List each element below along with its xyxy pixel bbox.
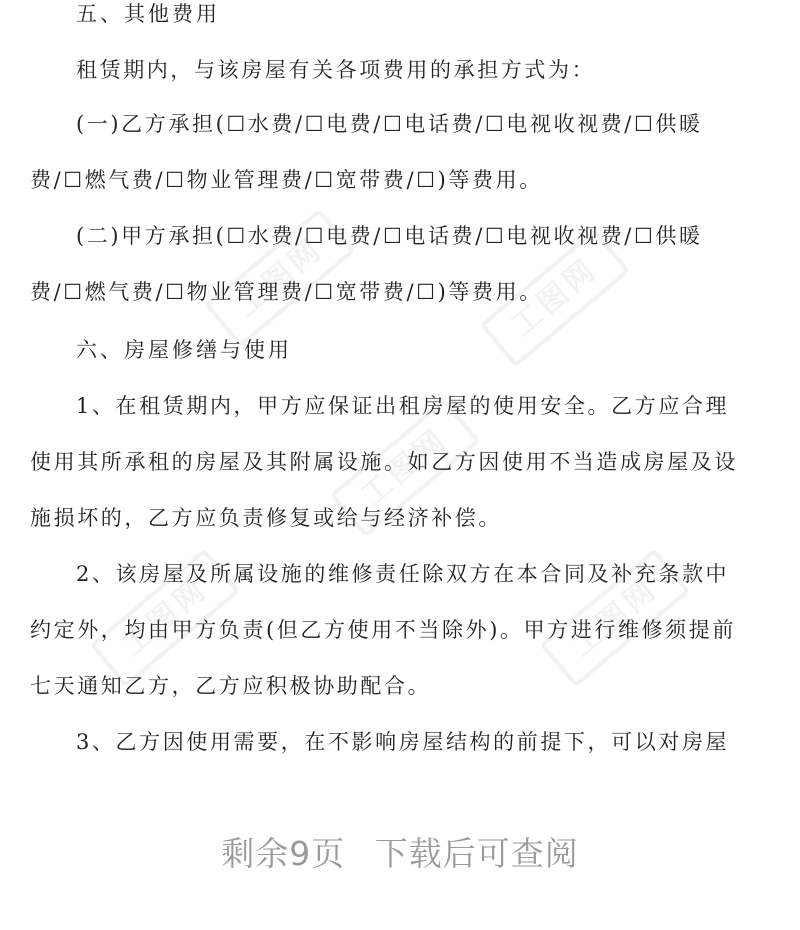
paragraph-line: 1、在租赁期内，甲方应保证出租房屋的使用安全。乙方应合理 (76, 394, 730, 418)
watermark-text: 工图网 (480, 228, 631, 367)
paragraph-line: 3、乙方因使用需要，在不影响房屋结构的前提下，可以对房屋 (76, 730, 730, 754)
section-heading-repair-use: 六、房屋修缮与使用 (76, 338, 292, 362)
watermark-text: 工图网 (90, 548, 241, 687)
paragraph-line: 七天通知乙方，乙方应积极协助配合。 (30, 674, 432, 698)
paragraph-line: 租赁期内，与该房屋有关各项费用的承担方式为： (76, 58, 596, 82)
paragraph-line: (一)乙方承担(☐水费/☐电费/☐电话费/☐电视收视费/☐供暖 (76, 112, 703, 136)
paragraph-line: 费/☐燃气费/☐物业管理费/☐宽带费/☐)等费用。 (30, 280, 543, 304)
download-to-read-more-link[interactable]: 剩余9页 下载后可查阅 (221, 834, 579, 873)
paragraph-line: 施损坏的，乙方应负责修复或给与经济补偿。 (30, 506, 502, 530)
watermark-text: 工图网 (540, 548, 691, 687)
watermark-text: 工图网 (205, 208, 356, 347)
paragraph-line: 约定外，均由甲方负责(但乙方使用不当除外)。甲方进行维修须提前 (30, 618, 736, 642)
section-heading-other-fees: 五、其他费用 (76, 2, 220, 26)
paragraph-line: (二)甲方承担(☐水费/☐电费/☐电话费/☐电视收视费/☐供暖 (76, 224, 703, 248)
paragraph-line: 费/☐燃气费/☐物业管理费/☐宽带费/☐)等费用。 (30, 168, 543, 192)
paragraph-line: 使用其所承租的房屋及其附属设施。如乙方因使用不当造成房屋及设 (30, 450, 738, 474)
watermark-text: 工图网 (330, 398, 481, 537)
paragraph-line: 2、该房屋及所属设施的维修责任除双方在本合同及补充条款中 (76, 562, 730, 586)
